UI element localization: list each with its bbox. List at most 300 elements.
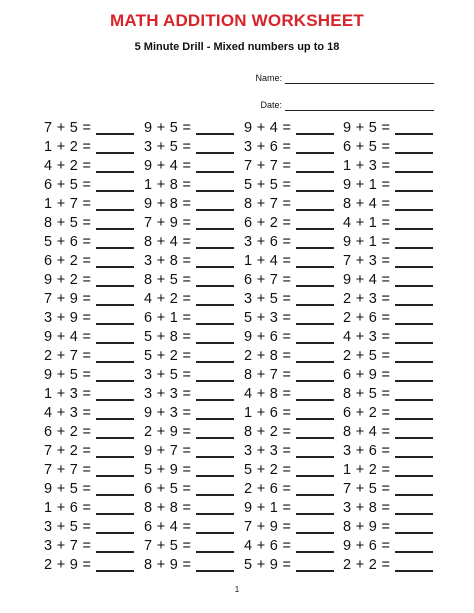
answer-blank[interactable]: [96, 499, 134, 515]
problem-text: 1 + 2 =: [44, 138, 92, 155]
problem-text: 4 + 6 =: [244, 537, 292, 554]
problem-item: [144, 137, 234, 156]
problem-item: [343, 479, 433, 498]
problem-text: 8 + 7 =: [244, 366, 292, 383]
problem-text: 8 + 7 =: [244, 195, 292, 212]
problem-text: 6 + 1 =: [144, 309, 192, 326]
problem-text: 9 + 4 =: [343, 271, 391, 288]
problem-item: [343, 270, 433, 289]
answer-blank[interactable]: [96, 537, 134, 553]
problem-item: [244, 441, 334, 460]
answer-blank[interactable]: [96, 157, 134, 173]
problem-text: 1 + 3 =: [44, 385, 92, 402]
answer-blank[interactable]: [96, 309, 134, 325]
problem-text: 5 + 9 =: [244, 556, 292, 573]
problem-item: [144, 536, 234, 555]
problem-text: 8 + 4 =: [144, 233, 192, 250]
answer-blank[interactable]: [296, 499, 334, 515]
answer-blank[interactable]: [296, 537, 334, 553]
problem-item: [144, 422, 234, 441]
answer-blank[interactable]: [196, 556, 234, 572]
problem-item: [44, 460, 134, 479]
answer-blank[interactable]: [395, 195, 433, 211]
problem-item: [44, 289, 134, 308]
problem-text: 8 + 9 =: [144, 556, 192, 573]
problem-text: 8 + 9 =: [343, 518, 391, 535]
answer-blank[interactable]: [96, 328, 134, 344]
answer-blank[interactable]: [395, 385, 433, 401]
problem-text: 2 + 6 =: [244, 480, 292, 497]
problem-item: [144, 156, 234, 175]
problem-item: [343, 384, 433, 403]
problem-row: [0, 498, 474, 517]
problem-item: [343, 232, 433, 251]
problem-item: [144, 479, 234, 498]
answer-blank[interactable]: [395, 271, 433, 287]
problem-item: [343, 118, 433, 137]
problem-text: 8 + 8 =: [144, 499, 192, 516]
problem-item: [244, 194, 334, 213]
answer-blank[interactable]: [395, 252, 433, 268]
answer-blank[interactable]: [196, 271, 234, 287]
problem-text: 5 + 9 =: [144, 461, 192, 478]
problem-row: [0, 536, 474, 555]
problem-item: [343, 194, 433, 213]
problem-item: [244, 232, 334, 251]
answer-blank[interactable]: [395, 157, 433, 173]
answer-blank[interactable]: [395, 499, 433, 515]
problem-text: 2 + 8 =: [244, 347, 292, 364]
problem-row: [0, 555, 474, 574]
answer-blank[interactable]: [96, 347, 134, 363]
answer-blank[interactable]: [296, 480, 334, 496]
problem-item: [144, 346, 234, 365]
problem-item: [44, 365, 134, 384]
problem-text: 9 + 2 =: [44, 271, 92, 288]
problem-row: [0, 460, 474, 479]
problem-item: [244, 365, 334, 384]
problem-item: [144, 384, 234, 403]
problem-item: [144, 555, 234, 574]
problem-text: 5 + 2 =: [144, 347, 192, 364]
problem-item: [343, 175, 433, 194]
problem-item: [144, 251, 234, 270]
problem-text: 6 + 9 =: [343, 366, 391, 383]
answer-blank[interactable]: [296, 556, 334, 572]
answer-blank[interactable]: [395, 518, 433, 534]
answer-blank[interactable]: [296, 442, 334, 458]
problem-text: 6 + 7 =: [244, 271, 292, 288]
problem-item: [144, 498, 234, 517]
answer-blank[interactable]: [395, 119, 433, 135]
problem-item: [44, 403, 134, 422]
problem-item: [343, 346, 433, 365]
problem-item: [144, 517, 234, 536]
answer-blank[interactable]: [196, 119, 234, 135]
answer-blank[interactable]: [395, 290, 433, 306]
problem-text: 5 + 6 =: [44, 233, 92, 250]
answer-blank[interactable]: [96, 442, 134, 458]
problem-text: 4 + 2 =: [44, 157, 92, 174]
problem-item: [44, 536, 134, 555]
problem-text: 9 + 5 =: [44, 366, 92, 383]
problem-row: [0, 384, 474, 403]
problem-row: [0, 365, 474, 384]
answer-blank[interactable]: [296, 518, 334, 534]
problem-text: 7 + 5 =: [44, 119, 92, 136]
problem-item: [343, 460, 433, 479]
problem-text: 3 + 5 =: [44, 518, 92, 535]
problem-text: 6 + 2 =: [44, 423, 92, 440]
problem-text: 9 + 4 =: [244, 119, 292, 136]
answer-blank[interactable]: [395, 442, 433, 458]
problem-item: [244, 422, 334, 441]
problem-text: 3 + 5 =: [144, 366, 192, 383]
answer-blank[interactable]: [196, 214, 234, 230]
answer-blank[interactable]: [96, 176, 134, 192]
worksheet-title: MATH ADDITION WORKSHEET: [110, 11, 364, 30]
problem-item: [244, 555, 334, 574]
problem-text: 7 + 9 =: [44, 290, 92, 307]
problem-item: [44, 346, 134, 365]
answer-blank[interactable]: [96, 119, 134, 135]
problem-text: 9 + 5 =: [44, 480, 92, 497]
answer-blank[interactable]: [196, 328, 234, 344]
answer-blank[interactable]: [96, 404, 134, 420]
problem-item: [144, 194, 234, 213]
answer-blank[interactable]: [395, 214, 433, 230]
problem-text: 1 + 4 =: [244, 252, 292, 269]
answer-blank[interactable]: [395, 537, 433, 553]
answer-blank[interactable]: [395, 366, 433, 382]
problem-item: [343, 422, 433, 441]
problem-text: 1 + 2 =: [343, 461, 391, 478]
problem-item: [44, 213, 134, 232]
problem-row: [0, 194, 474, 213]
answer-blank[interactable]: [196, 252, 234, 268]
problem-item: [44, 384, 134, 403]
answer-blank[interactable]: [395, 423, 433, 439]
problem-text: 1 + 7 =: [44, 195, 92, 212]
answer-blank[interactable]: [196, 480, 234, 496]
problem-row: [0, 327, 474, 346]
problem-item: [144, 403, 234, 422]
problem-grid: [0, 118, 474, 574]
problem-item: [244, 213, 334, 232]
answer-blank[interactable]: [296, 385, 334, 401]
answer-blank[interactable]: [196, 404, 234, 420]
answer-blank[interactable]: [296, 366, 334, 382]
answer-blank[interactable]: [96, 556, 134, 572]
problem-item: [244, 251, 334, 270]
answer-blank[interactable]: [196, 347, 234, 363]
answer-blank[interactable]: [296, 271, 334, 287]
problem-text: 2 + 2 =: [343, 556, 391, 573]
problem-item: [343, 441, 433, 460]
problem-text: 7 + 5 =: [144, 537, 192, 554]
problem-text: 3 + 8 =: [144, 252, 192, 269]
answer-blank[interactable]: [296, 461, 334, 477]
problem-text: 9 + 3 =: [144, 404, 192, 421]
problem-row: [0, 422, 474, 441]
answer-blank[interactable]: [296, 309, 334, 325]
problem-text: 9 + 5 =: [343, 119, 391, 136]
problem-item: [44, 479, 134, 498]
problem-row: [0, 346, 474, 365]
problem-row: [0, 232, 474, 251]
answer-blank[interactable]: [96, 252, 134, 268]
name-field[interactable]: [252, 70, 434, 84]
answer-blank[interactable]: [196, 290, 234, 306]
problem-item: [244, 289, 334, 308]
answer-blank[interactable]: [96, 480, 134, 496]
worksheet-subtitle: 5 Minute Drill - Mixed numbers up to 18: [134, 41, 340, 53]
problem-item: [144, 441, 234, 460]
problem-text: 4 + 2 =: [144, 290, 192, 307]
date-line[interactable]: [285, 99, 434, 111]
answer-blank[interactable]: [395, 480, 433, 496]
answer-blank[interactable]: [96, 233, 134, 249]
answer-blank[interactable]: [96, 461, 134, 477]
problem-item: [144, 365, 234, 384]
problem-text: 7 + 9 =: [144, 214, 192, 231]
answer-blank[interactable]: [395, 176, 433, 192]
problem-item: [144, 460, 234, 479]
problem-item: [144, 270, 234, 289]
problem-item: [343, 327, 433, 346]
answer-blank[interactable]: [395, 138, 433, 154]
answer-blank[interactable]: [96, 195, 134, 211]
problem-text: 1 + 6 =: [244, 404, 292, 421]
problem-text: 6 + 2 =: [343, 404, 391, 421]
answer-blank[interactable]: [395, 347, 433, 363]
problem-text: 1 + 6 =: [44, 499, 92, 516]
answer-blank[interactable]: [395, 461, 433, 477]
problem-text: 4 + 1 =: [343, 214, 391, 231]
problem-text: 7 + 9 =: [244, 518, 292, 535]
problem-text: 6 + 5 =: [343, 138, 391, 155]
answer-blank[interactable]: [196, 366, 234, 382]
answer-blank[interactable]: [395, 404, 433, 420]
problem-item: [44, 137, 134, 156]
answer-blank[interactable]: [296, 404, 334, 420]
problem-text: 8 + 5 =: [44, 214, 92, 231]
answer-blank[interactable]: [296, 119, 334, 135]
answer-blank[interactable]: [96, 518, 134, 534]
answer-blank[interactable]: [296, 233, 334, 249]
problem-text: 7 + 2 =: [44, 442, 92, 459]
problem-item: [343, 498, 433, 517]
answer-blank[interactable]: [296, 328, 334, 344]
problem-text: 2 + 9 =: [144, 423, 192, 440]
problem-text: 2 + 6 =: [343, 309, 391, 326]
problem-text: 9 + 7 =: [144, 442, 192, 459]
problem-text: 8 + 4 =: [343, 195, 391, 212]
answer-blank[interactable]: [196, 176, 234, 192]
problem-item: [144, 327, 234, 346]
problem-text: 6 + 5 =: [44, 176, 92, 193]
answer-blank[interactable]: [196, 423, 234, 439]
answer-blank[interactable]: [196, 499, 234, 515]
problem-item: [144, 118, 234, 137]
problem-row: [0, 175, 474, 194]
answer-blank[interactable]: [395, 328, 433, 344]
problem-item: [244, 479, 334, 498]
problem-text: 9 + 6 =: [244, 328, 292, 345]
problem-text: 5 + 5 =: [244, 176, 292, 193]
problem-text: 3 + 8 =: [343, 499, 391, 516]
problem-row: [0, 156, 474, 175]
problem-text: 3 + 6 =: [244, 138, 292, 155]
problem-item: [343, 156, 433, 175]
problem-text: 4 + 3 =: [343, 328, 391, 345]
problem-text: 9 + 4 =: [44, 328, 92, 345]
answer-blank[interactable]: [395, 233, 433, 249]
problem-item: [343, 251, 433, 270]
answer-blank[interactable]: [395, 309, 433, 325]
problem-item: [44, 308, 134, 327]
answer-blank[interactable]: [296, 176, 334, 192]
answer-blank[interactable]: [196, 233, 234, 249]
problem-text: 7 + 5 =: [343, 480, 391, 497]
problem-text: 2 + 7 =: [44, 347, 92, 364]
problem-item: [44, 270, 134, 289]
answer-blank[interactable]: [296, 423, 334, 439]
problem-item: [244, 270, 334, 289]
problem-item: [343, 403, 433, 422]
problem-text: 6 + 5 =: [144, 480, 192, 497]
name-label: Name:: [255, 73, 282, 83]
problem-row: [0, 289, 474, 308]
problem-item: [44, 194, 134, 213]
problem-text: 4 + 3 =: [44, 404, 92, 421]
problem-item: [244, 460, 334, 479]
answer-blank[interactable]: [196, 442, 234, 458]
answer-blank[interactable]: [196, 157, 234, 173]
problem-text: 6 + 2 =: [44, 252, 92, 269]
answer-blank[interactable]: [296, 195, 334, 211]
problem-row: [0, 517, 474, 536]
problem-item: [44, 118, 134, 137]
problem-text: 6 + 4 =: [144, 518, 192, 535]
problem-item: [144, 232, 234, 251]
answer-blank[interactable]: [296, 157, 334, 173]
answer-blank[interactable]: [196, 537, 234, 553]
problem-item: [44, 422, 134, 441]
problem-text: 7 + 7 =: [44, 461, 92, 478]
answer-blank[interactable]: [96, 214, 134, 230]
problem-item: [244, 137, 334, 156]
problem-row: [0, 270, 474, 289]
answer-blank[interactable]: [296, 214, 334, 230]
problem-row: [0, 137, 474, 156]
answer-blank[interactable]: [196, 518, 234, 534]
problem-item: [144, 213, 234, 232]
answer-blank[interactable]: [296, 252, 334, 268]
problem-item: [244, 384, 334, 403]
problem-item: [44, 156, 134, 175]
answer-blank[interactable]: [395, 556, 433, 572]
problem-item: [244, 118, 334, 137]
answer-blank[interactable]: [296, 290, 334, 306]
problem-text: 9 + 1 =: [343, 176, 391, 193]
problem-item: [44, 175, 134, 194]
problem-text: 9 + 1 =: [343, 233, 391, 250]
problem-text: 2 + 5 =: [343, 347, 391, 364]
problem-row: [0, 403, 474, 422]
problem-item: [244, 403, 334, 422]
answer-blank[interactable]: [196, 461, 234, 477]
problem-row: [0, 308, 474, 327]
problem-text: 1 + 8 =: [144, 176, 192, 193]
problem-item: [343, 308, 433, 327]
problem-text: 3 + 9 =: [44, 309, 92, 326]
answer-blank[interactable]: [296, 138, 334, 154]
problem-item: [44, 441, 134, 460]
answer-blank[interactable]: [96, 385, 134, 401]
problem-row: [0, 118, 474, 137]
answer-blank[interactable]: [196, 309, 234, 325]
date-field[interactable]: [252, 97, 434, 111]
problem-item: [343, 137, 433, 156]
problem-text: 3 + 6 =: [244, 233, 292, 250]
problem-text: 9 + 1 =: [244, 499, 292, 516]
problem-item: [343, 365, 433, 384]
answer-blank[interactable]: [96, 366, 134, 382]
problem-row: [0, 251, 474, 270]
name-line[interactable]: [285, 72, 434, 84]
problem-text: 3 + 3 =: [244, 442, 292, 459]
answer-blank[interactable]: [96, 290, 134, 306]
problem-item: [144, 175, 234, 194]
problem-text: 6 + 2 =: [244, 214, 292, 231]
problem-item: [44, 517, 134, 536]
problem-item: [144, 308, 234, 327]
answer-blank[interactable]: [196, 385, 234, 401]
answer-blank[interactable]: [296, 347, 334, 363]
answer-blank[interactable]: [96, 138, 134, 154]
problem-text: 1 + 3 =: [343, 157, 391, 174]
problem-text: 8 + 5 =: [144, 271, 192, 288]
problem-text: 4 + 8 =: [244, 385, 292, 402]
answer-blank[interactable]: [196, 138, 234, 154]
problem-text: 3 + 5 =: [244, 290, 292, 307]
problem-text: 3 + 5 =: [144, 138, 192, 155]
problem-text: 2 + 3 =: [343, 290, 391, 307]
problem-item: [44, 555, 134, 574]
problem-row: [0, 441, 474, 460]
answer-blank[interactable]: [96, 271, 134, 287]
problem-item: [244, 308, 334, 327]
problem-row: [0, 479, 474, 498]
problem-item: [244, 498, 334, 517]
problem-item: [44, 251, 134, 270]
problem-item: [244, 346, 334, 365]
problem-item: [244, 156, 334, 175]
problem-text: 9 + 8 =: [144, 195, 192, 212]
problem-item: [343, 213, 433, 232]
answer-blank[interactable]: [96, 423, 134, 439]
problem-text: 8 + 4 =: [343, 423, 391, 440]
problem-text: 3 + 3 =: [144, 385, 192, 402]
problem-text: 5 + 2 =: [244, 461, 292, 478]
problem-item: [244, 327, 334, 346]
problem-text: 5 + 3 =: [244, 309, 292, 326]
problem-item: [44, 232, 134, 251]
problem-item: [244, 175, 334, 194]
problem-item: [44, 327, 134, 346]
answer-blank[interactable]: [196, 195, 234, 211]
